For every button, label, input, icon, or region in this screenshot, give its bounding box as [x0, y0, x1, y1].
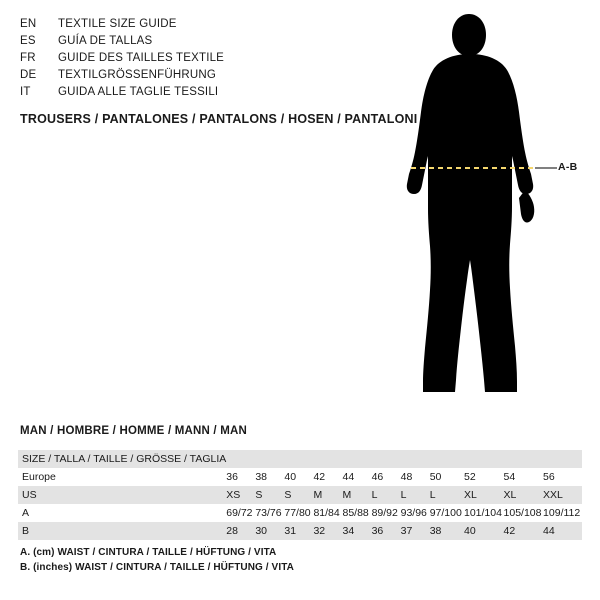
table-row	[18, 450, 582, 468]
language-code: EN	[20, 18, 37, 30]
cell	[401, 450, 430, 468]
cell: 40	[464, 522, 504, 540]
cell: XL	[464, 486, 504, 504]
cell: 42	[504, 522, 544, 540]
measurement-label-ab: A-B	[558, 161, 578, 173]
cell: 28	[226, 522, 255, 540]
cell: 81/84	[313, 506, 340, 519]
cell: 97/100	[429, 506, 462, 519]
cell: XS	[226, 486, 255, 504]
figure-illustration	[395, 8, 600, 408]
cell: 31	[284, 522, 313, 540]
cell: 73/76	[255, 506, 282, 519]
cell: 30	[255, 522, 284, 540]
cell: 38	[255, 470, 267, 483]
language-row	[20, 84, 350, 101]
row-label: Europe	[22, 470, 56, 483]
row-label: A	[22, 506, 30, 519]
table-row	[18, 522, 582, 540]
language-label: GUIDE DES TAILLES TEXTILE	[58, 52, 225, 64]
language-row	[20, 16, 350, 33]
cell: 38	[430, 522, 464, 540]
footnote-a: A. (cm) WAIST / CINTURA / TAILLE / HÜFTUNG / VITA	[20, 547, 277, 558]
man-silhouette-icon	[395, 8, 600, 408]
cell: 40	[284, 470, 297, 483]
table-row	[18, 468, 582, 486]
cell	[226, 450, 255, 468]
cell: S	[255, 486, 284, 504]
cell: XL	[504, 486, 544, 504]
size-table	[18, 450, 582, 540]
table-row	[18, 504, 582, 522]
row-label: B	[18, 522, 226, 540]
cell: 93/96	[400, 506, 427, 519]
cell	[543, 450, 582, 468]
cell: 44	[342, 470, 355, 483]
language-code: DE	[20, 69, 37, 81]
cell: L	[401, 486, 430, 504]
language-code: IT	[20, 86, 31, 98]
cell: 50	[429, 470, 442, 483]
language-row	[20, 67, 350, 84]
language-label: GUÍA DE TALLAS	[58, 35, 153, 47]
section-title: TROUSERS / PANTALONES / PANTALONS / HOSEN / PANTALONI	[20, 112, 418, 126]
language-label: GUIDA ALLE TAGLIE TESSILI	[58, 86, 219, 98]
cell: 52	[463, 470, 476, 483]
cell: L	[372, 486, 401, 504]
cell	[464, 450, 504, 468]
cell	[504, 450, 544, 468]
cell: 85/88	[342, 506, 369, 519]
language-label: TEXTILGRÖSSENFÜHRUNG	[58, 69, 216, 81]
cell: 34	[343, 522, 372, 540]
cell: 48	[400, 470, 413, 483]
cell	[372, 450, 401, 468]
cell: 42	[313, 470, 326, 483]
cell	[343, 450, 372, 468]
row-label: SIZE / TALLA / TAILLE / GRÖSSE / TAGLIA	[18, 450, 226, 468]
language-list	[20, 16, 350, 101]
cell: 89/92	[371, 506, 398, 519]
cell	[255, 450, 284, 468]
cell: L	[430, 486, 464, 504]
table-row	[18, 486, 582, 504]
cell: 54	[503, 470, 516, 483]
cell: 69/72	[226, 506, 253, 519]
cell	[430, 450, 464, 468]
row-label: US	[18, 486, 226, 504]
language-label: TEXTILE SIZE GUIDE	[58, 18, 177, 30]
cell: 36	[372, 522, 401, 540]
cell: M	[313, 486, 342, 504]
language-row	[20, 50, 350, 67]
cell	[313, 450, 342, 468]
footnote-b: B. (inches) WAIST / CINTURA / TAILLE / HÜFTUNG / VITA	[20, 562, 294, 573]
cell: 46	[371, 470, 384, 483]
language-code: ES	[20, 35, 36, 47]
cell: 101/104	[463, 506, 502, 519]
language-code: FR	[20, 52, 36, 64]
cell: M	[343, 486, 372, 504]
cell: S	[284, 486, 313, 504]
cell: 56	[543, 470, 555, 483]
cell: 77/80	[284, 506, 311, 519]
table-title: MAN / HOMBRE / HOMME / MANN / MAN	[20, 425, 248, 437]
footnotes	[20, 545, 294, 575]
cell: 109/112	[543, 506, 581, 519]
cell: 44	[543, 522, 582, 540]
cell: 37	[401, 522, 430, 540]
cell: 36	[226, 470, 238, 483]
cell	[284, 450, 313, 468]
cell: XXL	[543, 486, 582, 504]
cell: 32	[313, 522, 342, 540]
language-row	[20, 33, 350, 50]
cell: 105/108	[503, 506, 542, 519]
